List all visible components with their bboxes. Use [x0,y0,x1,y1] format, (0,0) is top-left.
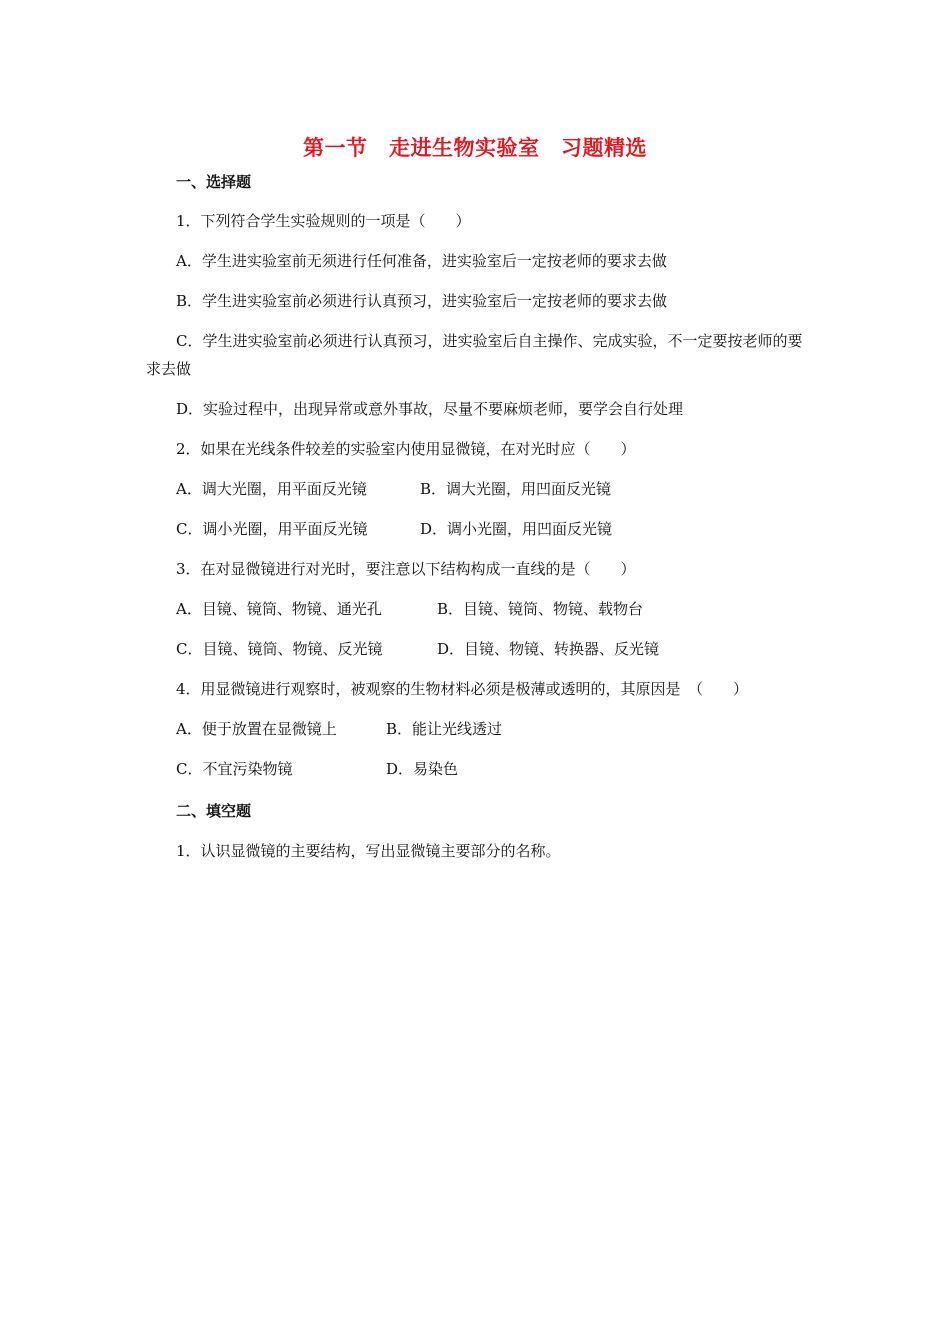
question-2-stem: 2．如果在光线条件较差的实验室内使用显微镜，在对光时应（ ） [176,440,636,458]
question-4-option-d: D．易染色 [386,760,459,778]
question-2-option-d: D．调小光圈，用凹面反光镜 [420,520,613,538]
question-2-option-c: C．调小光圈，用平面反光镜 [176,520,368,538]
question-3-stem: 3．在对显微镜进行对光时，要注意以下结构构成一直线的是（ ） [176,560,636,578]
question-1-option-c: C．学生进实验室前必须进行认真预习，进实验室后自主操作、完成实验，不一定要按老师的要求去做 [146,332,803,378]
section-heading-fill-blank: 二、填空题 [176,802,252,820]
question-1-option-d: D．实验过程中，出现异常或意外事故，尽量不要麻烦老师，要学会自行处理 [176,400,684,418]
question-2-option-a: A．调大光圈，用平面反光镜 [176,480,367,498]
question-3-option-a: A．目镜、镜筒、物镜、通光孔 [176,600,382,618]
question-4-option-c: C．不宜污染物镜 [176,760,293,778]
question-2-option-b: B．调大光圈，用凹面反光镜 [420,480,612,498]
question-1-option-a: A．学生进实验室前无须进行任何准备，进实验室后一定按老师的要求去做 [176,252,667,270]
question-4-option-a: A．便于放置在显微镜上 [176,720,337,738]
question-1-option-b: B．学生进实验室前必须进行认真预习，进实验室后一定按老师的要求去做 [176,292,668,310]
section-heading-choice: 一、选择题 [176,173,252,191]
question-1-stem: 1．下列符合学生实验规则的一项是（ ） [176,212,471,230]
question-4-option-b: B．能让光线透过 [386,720,503,738]
question-3-option-b: B．目镜、镜筒、物镜、载物台 [437,600,644,618]
question-4-stem: 4．用显微镜进行观察时，被观察的生物材料必须是极薄或透明的，其原因是 （ ） [176,680,749,698]
question-3-option-c: C．目镜、镜筒、物镜、反光镜 [176,640,383,658]
question-3-option-d: D．目镜、物镜、转换器、反光镜 [437,640,660,658]
page-title: 第一节 走进生物实验室 习题精选 [303,136,647,160]
fill-question-1-stem: 1．认识显微镜的主要结构，写出显微镜主要部分的名称。 [176,842,561,860]
